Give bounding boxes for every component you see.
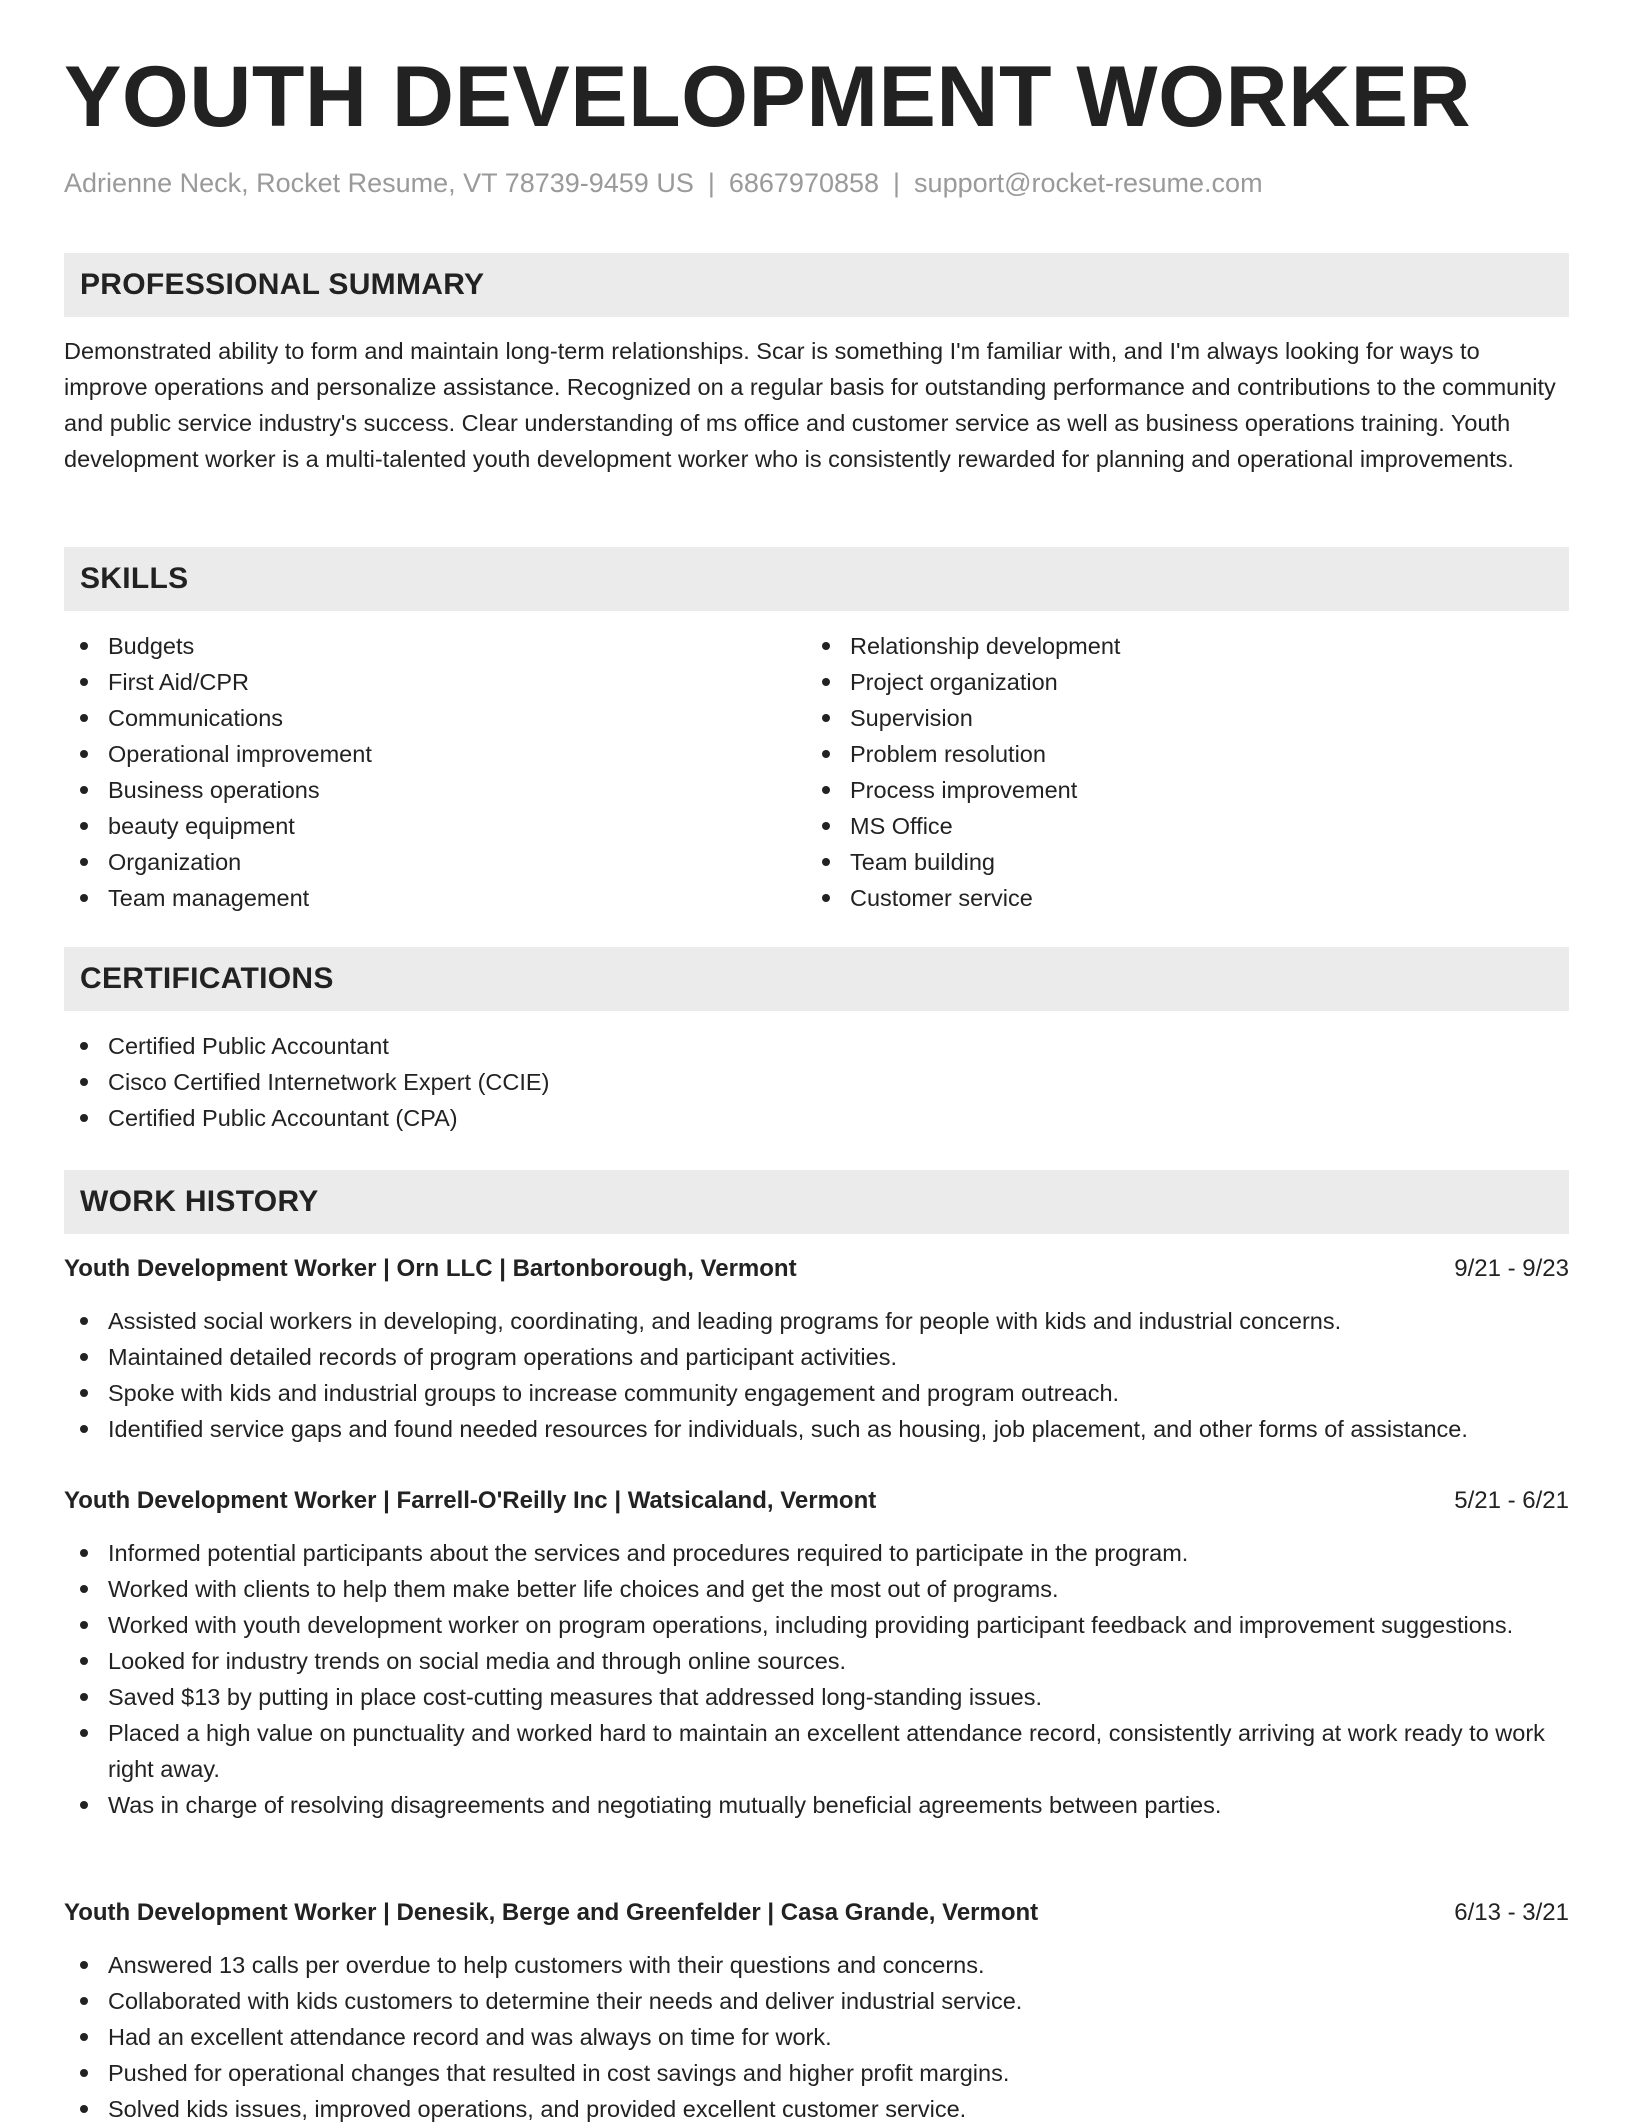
work-history-heading: WORK HISTORY	[80, 1185, 319, 1218]
contact-separator: |	[707, 168, 715, 198]
job-title: Youth Development Worker | Orn LLC | Bartonborough, Vermont	[64, 1255, 797, 1282]
certifications-section-header	[64, 947, 1569, 1011]
job-bullets	[64, 1535, 1569, 1823]
certification-item: Certified Public Accountant (CPA)	[64, 1100, 1569, 1136]
skill-item: Business operations	[64, 772, 804, 808]
summary-heading: PROFESSIONAL SUMMARY	[80, 268, 485, 301]
skill-item: Team management	[64, 880, 804, 916]
certifications-heading: CERTIFICATIONS	[80, 962, 334, 995]
contact-phone: 6867970858	[728, 168, 880, 198]
job-bullet: Maintained detailed records of program operations and participant activities.	[64, 1339, 1569, 1375]
skill-item: Organization	[64, 844, 804, 880]
contact-address: Adrienne Neck, Rocket Resume, VT 78739-9459 US	[64, 168, 694, 198]
work-history-section-header	[64, 1170, 1569, 1234]
job-dates: 6/13 - 3/21	[1454, 1899, 1569, 1926]
job-bullet: Worked with youth development worker on program operations, including providing participant feedback and improvement suggestions.	[64, 1607, 1569, 1643]
contact-email: support@rocket-resume.com	[914, 168, 1263, 198]
contact-separator: |	[893, 168, 901, 198]
job-title: Youth Development Worker | Farrell-O'Reilly Inc | Watsicaland, Vermont	[64, 1487, 877, 1514]
skill-item: Project organization	[806, 664, 1546, 700]
job-bullet: Looked for industry trends on social media and through online sources.	[64, 1643, 1569, 1679]
job-bullet: Answered 13 calls per overdue to help customers with their questions and concerns.	[64, 1947, 1569, 1983]
skill-item: Relationship development	[806, 628, 1546, 664]
job-bullet: Had an excellent attendance record and was always on time for work.	[64, 2019, 1569, 2055]
job-header	[64, 1252, 1569, 1286]
job-bullet: Was in charge of resolving disagreements and negotiating mutually beneficial agreements between parties.	[64, 1787, 1569, 1823]
skill-item: First Aid/CPR	[64, 664, 804, 700]
skill-item: beauty equipment	[64, 808, 804, 844]
skills-section-header	[64, 547, 1569, 611]
contact-line	[64, 168, 1263, 199]
job-header	[64, 1896, 1569, 1930]
skills-list-left	[64, 628, 804, 916]
skills-heading: SKILLS	[80, 562, 189, 595]
job-bullets	[64, 1947, 1569, 2127]
summary-section-header	[64, 253, 1569, 317]
skill-item: Supervision	[806, 700, 1546, 736]
skill-item: Communications	[64, 700, 804, 736]
job-bullet: Placed a high value on punctuality and worked hard to maintain an excellent attendance record, consistently arriving at work ready to work right away.	[64, 1715, 1569, 1787]
skill-item: Operational improvement	[64, 736, 804, 772]
job-bullet: Solved kids issues, improved operations, and provided excellent customer service.	[64, 2091, 1569, 2127]
skill-item: Team building	[806, 844, 1546, 880]
job-bullet: Collaborated with kids customers to determine their needs and deliver industrial service.	[64, 1983, 1569, 2019]
skill-item: Customer service	[806, 880, 1546, 916]
job-title: Youth Development Worker | Denesik, Berge and Greenfelder | Casa Grande, Vermont	[64, 1899, 1039, 1926]
certification-item: Cisco Certified Internetwork Expert (CCIE)	[64, 1064, 1569, 1100]
job-dates: 9/21 - 9/23	[1454, 1255, 1569, 1282]
skill-item: MS Office	[806, 808, 1546, 844]
job-bullet: Assisted social workers in developing, coordinating, and leading programs for people with kids and industrial concerns.	[64, 1303, 1569, 1339]
job-bullets	[64, 1303, 1569, 1447]
job-bullet: Informed potential participants about the services and procedures required to participate in the program.	[64, 1535, 1569, 1571]
job-header	[64, 1484, 1569, 1518]
job-bullet: Identified service gaps and found needed resources for individuals, such as housing, job placement, and other forms of assistance.	[64, 1411, 1569, 1447]
certifications-list	[64, 1028, 1569, 1136]
skill-item: Process improvement	[806, 772, 1546, 808]
job-bullet: Worked with clients to help them make better life choices and get the most out of programs.	[64, 1571, 1569, 1607]
job-bullet: Spoke with kids and industrial groups to increase community engagement and program outreach.	[64, 1375, 1569, 1411]
skill-item: Problem resolution	[806, 736, 1546, 772]
summary-text: Demonstrated ability to form and maintain long-term relationships. Scar is something I'm familiar with, and I'm always looking for ways to improve operations and personalize assistance. Recognized on a regular basis for outstanding performance and contributions to the community and public service industry's success. Clear understanding of ms office and customer service as well as business operations training. Youth development worker is a multi-talented youth development worker who is consistently rewarded for planning and operational improvements.	[64, 338, 1556, 472]
skills-list-right	[806, 628, 1546, 916]
certification-item: Certified Public Accountant	[64, 1028, 1569, 1064]
skill-item: Budgets	[64, 628, 804, 664]
resume-title: YOUTH DEVELOPMENT WORKER	[64, 49, 1472, 145]
job-bullet: Pushed for operational changes that resulted in cost savings and higher profit margins.	[64, 2055, 1569, 2091]
job-dates: 5/21 - 6/21	[1454, 1487, 1569, 1514]
job-bullet: Saved $13 by putting in place cost-cutting measures that addressed long-standing issues.	[64, 1679, 1569, 1715]
